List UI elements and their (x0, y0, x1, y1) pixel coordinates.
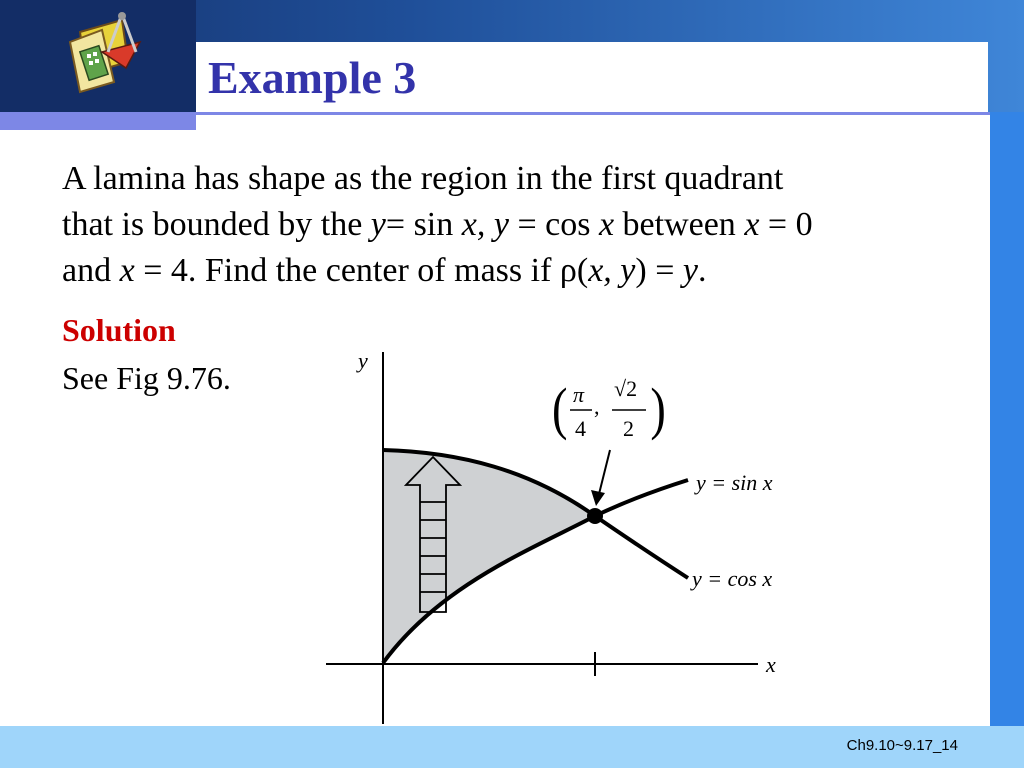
cos-label: y = cos x (692, 566, 773, 591)
title-panel (196, 42, 988, 112)
var-x: x (744, 206, 760, 243)
text-segment: ) = (635, 252, 683, 289)
var-x-y: x, y (461, 206, 509, 243)
right-paren: ) (650, 377, 666, 442)
text-segment: . (697, 252, 707, 289)
text-segment: that is bounded by the (62, 206, 371, 243)
figure-9-76 (300, 340, 820, 730)
text-segment: = 0 (759, 206, 813, 243)
right-accent-bar (990, 112, 1024, 726)
text-segment: = cos (508, 206, 599, 243)
math-tools-logo-icon (62, 12, 152, 102)
problem-line-1: A lamina has shape as the region in the first quadrant (62, 160, 784, 197)
slide-title: Example 3 (208, 52, 417, 103)
two-denominator: 2 (623, 416, 634, 441)
slide-number: Ch9.10~9.17_14 (846, 737, 958, 754)
var-x-y: x, y (588, 252, 636, 289)
logo-panel (0, 0, 196, 112)
title-divider (196, 112, 990, 115)
pointer-line (598, 450, 610, 498)
shaded-region (383, 450, 595, 663)
var-x: x (598, 206, 615, 243)
problem-line-3 (62, 248, 972, 294)
x-axis-label: x (766, 652, 776, 677)
text-segment: = sin (385, 206, 462, 243)
sqrt2-numerator: √2 (614, 376, 638, 401)
four-denominator: 4 (575, 416, 586, 441)
var-y: y (682, 252, 698, 289)
y-axis-label: y (358, 348, 368, 373)
text-segment: and (62, 252, 120, 289)
pointer-arrowhead (591, 490, 605, 506)
intersection-point (587, 508, 603, 524)
var-y: y (370, 206, 386, 243)
left-paren: ( (552, 377, 568, 442)
point-label (552, 376, 666, 441)
pi-numerator: π (573, 382, 585, 407)
logo-accent-strip (0, 112, 196, 130)
text-segment: = 4. Find the center of mass if ρ( (134, 252, 589, 289)
sin-label: y = sin x (696, 470, 773, 495)
text-segment: between (614, 206, 745, 243)
solution-text: See Fig 9.76. (62, 360, 231, 396)
problem-statement (62, 156, 972, 294)
comma: , (594, 394, 600, 419)
solution-heading: Solution (62, 312, 176, 348)
var-x: x (119, 252, 135, 289)
problem-line-2 (62, 202, 972, 248)
